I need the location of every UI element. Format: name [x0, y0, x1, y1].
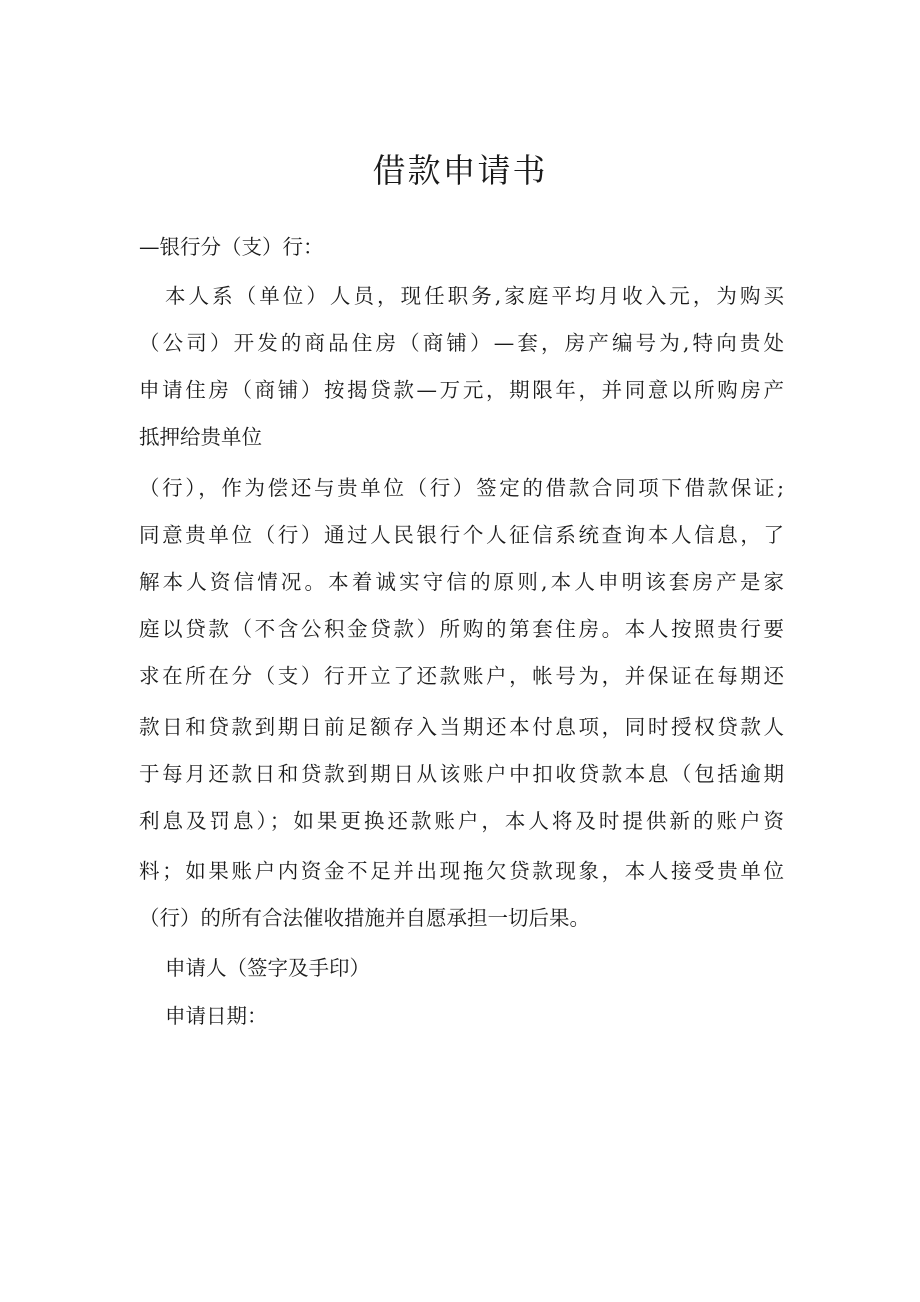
salutation: —银行分（支）行：: [139, 235, 324, 259]
body-line: 抵押给贵单位: [139, 425, 262, 449]
body-line: 本人系（单位）人员，现任职务,家庭平均月收入元，为购买: [165, 284, 784, 308]
body-line: 解本人资信情况。本着诚实守信的原则,本人申明该套房产是家: [139, 570, 784, 594]
body-line: 于每月还款日和贷款到期日从该账户中扣收贷款本息（包括逾期: [139, 762, 784, 786]
document-title: 借款申请书: [372, 151, 548, 190]
body-line: 同意贵单位（行）通过人民银行个人征信系统查询本人信息，了: [139, 523, 784, 547]
body-line: （行），作为偿还与贵单位（行）签定的借款合同项下借款保证;: [139, 476, 784, 500]
body-line: 款日和贷款到期日前足额存入当期还本付息项，同时授权贷款人: [139, 715, 784, 739]
signature-label: 申请人（签字及手印）: [165, 956, 370, 980]
body-line: 利息及罚息）；如果更换还款账户，本人将及时提供新的账户资: [139, 809, 784, 833]
body-line: 求在所在分（支）行开立了还款账户，帐号为，并保证在每期还: [139, 664, 784, 688]
body-line: 申请住房（商铺）按揭贷款—万元，期限年，并同意以所购房产: [139, 378, 784, 402]
body-line: （行）的所有合法催收措施并自愿承担一切后果。: [139, 906, 590, 930]
date-label: 申请日期：: [165, 1004, 268, 1028]
body-line: （公司）开发的商品住房（商铺）—套，房产编号为,特向贵处: [139, 331, 784, 355]
body-line: 料；如果账户内资金不足并出现拖欠贷款现象，本人接受贵单位: [139, 859, 784, 883]
body-line: 庭以贷款（不含公积金贷款）所购的第套住房。本人按照贵行要: [139, 617, 784, 641]
